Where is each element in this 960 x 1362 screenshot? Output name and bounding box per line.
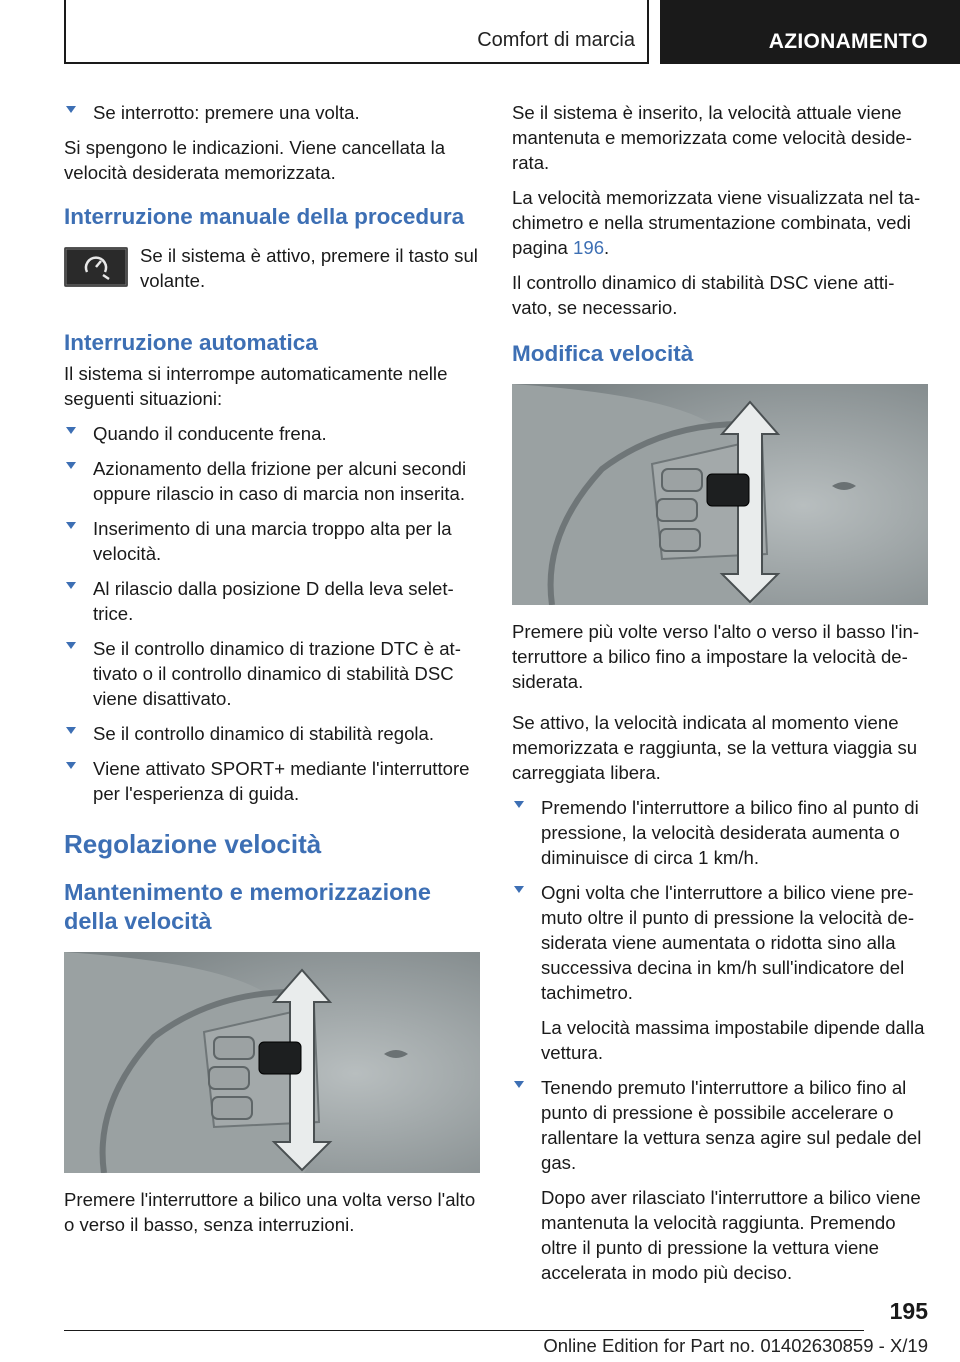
bullet-triangle-icon [514,1081,524,1088]
list-item: Inserimento di una marcia troppo alta per la velocità. [64,516,480,566]
list-item: Se il controllo dinamico di trazione DTC è attivato o il controllo dinamico di stabilità DSC viene disattivato. [64,636,480,711]
paragraph: Il sistema si interrompe automaticamente nelle seguenti situazioni: [64,363,448,409]
header-section-title: Comfort di marcia [477,29,635,51]
bullet-triangle-icon [66,522,76,529]
image-caption: Premere l'interruttore a bilico una volta verso l'alto o verso il basso, senza interruzioni. [64,1189,476,1235]
bullet-triangle-icon [66,642,76,649]
list-item: Ogni volta che l'interruttore a bilico viene premuto oltre il punto di pressione la velocità desiderata viene aumentata o ridotta sino alla successiva decina in km/h sull'indicatore del tachimetro. [512,880,928,1005]
bullet-triangle-icon [514,886,524,893]
list-item: Se interrotto: premere una volta. [64,100,480,125]
bullet-triangle-icon [514,801,524,808]
right-column [512,100,928,1295]
paragraph: Il controllo dinamico di stabilità DSC viene attivato, se necessario. [512,272,895,318]
list-item: Azionamento della frizione per alcuni secondi oppure rilascio in caso di marcia non inserita. [64,456,480,506]
paragraph: Se attivo, la velocità indicata al momento viene memorizzata e raggiunta, se la vettura viaggia su carreggiata libera. [512,712,918,783]
heading-automatic-interruption: Interruzione automatica [64,330,318,355]
list-item-note: La velocità massima impostabile dipende dalla vettura. [541,1017,925,1063]
list-item: Quando il conducente frena. [64,421,480,446]
paragraph: Se il sistema è inserito, la velocità attuale viene mantenuta e memorizzata come velocità desiderata. [512,102,912,173]
icon-instruction [64,243,480,309]
bullet-triangle-icon [66,762,76,769]
steering-wheel-button-icon [64,247,128,287]
bullet-triangle-icon [66,462,76,469]
list-item: Viene attivato SPORT+ mediante l'interruttore per l'esperienza di guida. [64,756,480,806]
heading-speed-regulation: Regolazione velocità [64,829,322,859]
footer-edition: Online Edition for Part no. 01402630859 - X/19 [543,1335,928,1356]
paragraph: La velocità memorizzata viene visualizzata nel tachimetro e nella strumentazione combinata, vedi pagina 196. [512,187,921,258]
left-column [64,100,480,1247]
heading-keep-speed: Mantenimento e memorizzazione della velocità [64,879,431,934]
image-caption: Premere più volte verso l'alto o verso il basso l'interruttore a bilico fino a impostare la velocità desiderata. [512,621,920,692]
bullet-triangle-icon [66,427,76,434]
icon-instruction-text: Se il sistema è attivo, premere il tasto sul volante. [140,245,478,291]
list-item: Al rilascio dalla posizione D della leva selettrice. [64,576,480,626]
heading-speed-modification: Modifica velocità [512,341,694,366]
page-number: 195 [889,1298,928,1324]
list-item: Se il controllo dinamico di stabilità regola. [64,721,480,746]
footer-divider [64,1330,864,1331]
list-item: Premendo l'interruttore a bilico fino al punto di pressione, la velocità desiderata aumenta o diminuisce di circa 1 km/h. [512,795,928,870]
steering-wheel-illustration [64,952,480,1173]
list-item: Tenendo premuto l'interruttore a bilico fino al punto di pressione è possibile accelerare o rallentare la vettura senza agire sul pedale del gas. [512,1075,928,1175]
list-item-note: Dopo aver rilasciato l'interruttore a bilico viene mantenuta la velocità raggiunta. Premendo oltre il punto di pressione la vettura viene accelerata in modo più deciso. [541,1187,921,1283]
page-link[interactable]: 196 [573,237,605,258]
bullet-triangle-icon [66,582,76,589]
header-chapter-tab [660,0,960,64]
header-chapter-title: AZIONAMENTO [768,30,928,53]
steering-wheel-illustration [512,384,928,605]
heading-manual-interruption: Interruzione manuale della procedura [64,204,465,229]
header-section-box [64,0,649,64]
bullet-triangle-icon [66,106,76,113]
bullet-triangle-icon [66,727,76,734]
paragraph: Si spengono le indicazioni. Viene cancellata la velocità desiderata memorizzata. [64,137,446,183]
